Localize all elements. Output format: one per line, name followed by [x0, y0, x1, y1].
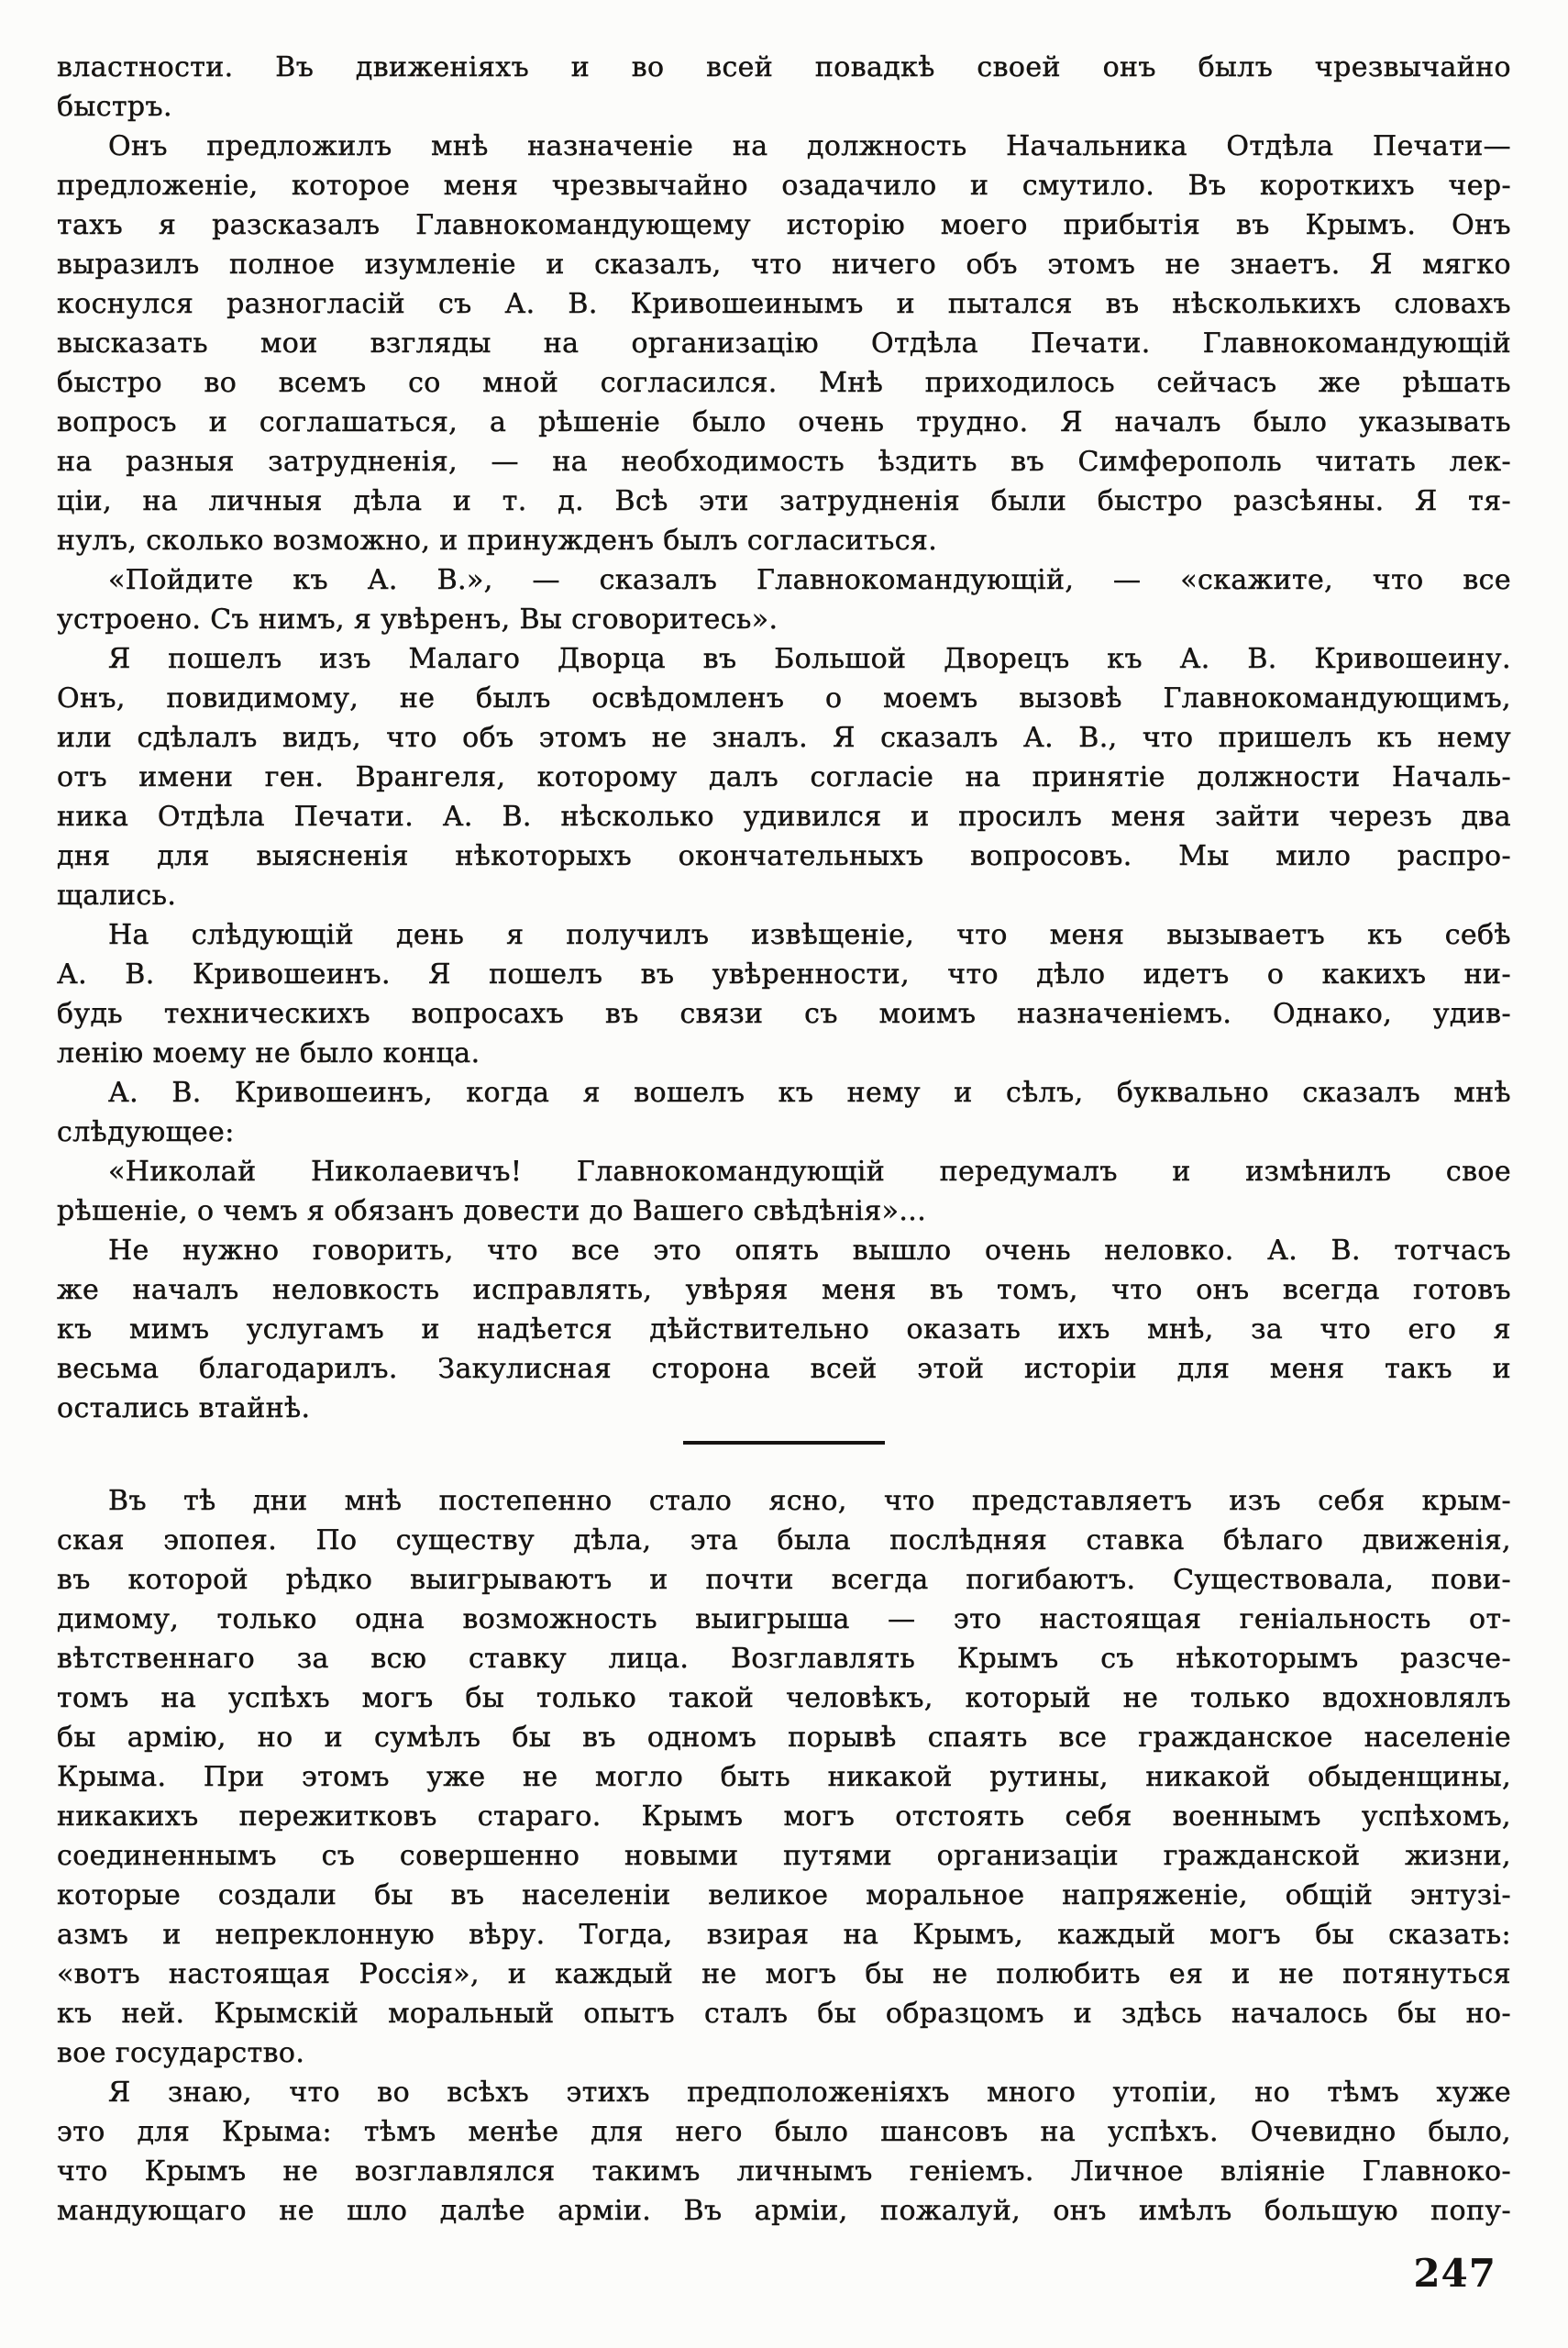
text-line: А. В. Кривошеинъ, когда я вошелъ къ нему и сѣлъ, буквально сказалъ мнѣ — [108, 1077, 1511, 1109]
paragraph — [57, 1231, 1511, 1428]
text-line: выразилъ полное изумленіе и сказалъ, что ничего объ этомъ не знаетъ. Я мягко — [57, 249, 1511, 281]
paragraph — [57, 1073, 1511, 1152]
paragraph — [57, 560, 1511, 639]
text-line: Я знаю, что во всѣхъ этихъ предположеніяхъ много утопіи, но тѣмъ хуже — [108, 2077, 1511, 2109]
text-line: ленію моему не было конца. — [57, 1037, 480, 1069]
text-line: Онъ, повидимому, не былъ освѣдомленъ о моемъ вызовѣ Главнокомандующимъ, — [57, 682, 1511, 714]
paragraph — [57, 1152, 1511, 1231]
text-line: въ которой рѣдко выигрываютъ и почти всегда погибаютъ. Существовала, пови- — [57, 1564, 1511, 1596]
text-line: будь техническихъ вопросахъ въ связи съ моимъ назначеніемъ. Однако, удив- — [57, 998, 1511, 1030]
text-line: На слѣдующій день я получилъ извѣщеніе, что меня вызываетъ къ себѣ — [108, 919, 1511, 951]
text-line: Онъ предложилъ мнѣ назначеніе на должность Начальника Отдѣла Печати— — [108, 130, 1511, 162]
paragraph — [57, 639, 1511, 915]
paragraph — [57, 127, 1511, 560]
text-line: мандующаго не шло далѣе арміи. Въ арміи, пожалуй, онъ имѣлъ большую попу- — [57, 2195, 1511, 2227]
text-line: томъ на успѣхъ могъ бы только такой человѣкъ, который не только вдохновлялъ — [57, 1682, 1511, 1714]
text-line: коснулся разногласій съ А. В. Кривошеинымъ и пытался въ нѣсколькихъ словахъ — [57, 288, 1511, 320]
text-line: ская эпопея. По существу дѣла, эта была послѣдняя ставка бѣлаго движенія, — [57, 1524, 1511, 1556]
text-line: устроено. Съ нимъ, я увѣренъ, Вы сговоритесь». — [57, 604, 778, 636]
text-line: «вотъ настоящая Россія», и каждый не могъ бы не полюбить ея и не потянуться — [57, 1958, 1511, 1990]
text-line: къ ней. Крымскій моральный опытъ сталъ бы образцомъ и здѣсь началось бы но- — [57, 1998, 1511, 2030]
text-line: вѣтственнаго за всю ставку лица. Возглавлять Крымъ съ нѣкоторымъ разсче- — [57, 1643, 1511, 1675]
text-line: ника Отдѣла Печати. А. В. нѣсколько удивился и просилъ меня зайти черезъ два — [57, 801, 1511, 833]
text-line: властности. Въ движеніяхъ и во всей повадкѣ своей онъ былъ чрезвычайно — [57, 51, 1511, 83]
page-text — [57, 48, 1511, 2231]
text-line: щались. — [57, 880, 177, 912]
text-line: А. В. Кривошеинъ. Я пошелъ въ увѣренности, что дѣло идетъ о какихъ ни- — [57, 958, 1511, 991]
text-line: отъ имени ген. Врангеля, которому далъ согласіе на принятіе должности Началь- — [57, 761, 1511, 793]
text-line: быстръ. — [57, 91, 172, 123]
text-line: на разныя затрудненія, — на необходимость ѣздить въ Симферополь читать лек- — [57, 446, 1511, 478]
text-line: предложеніе, которое меня чрезвычайно озадачило и смутило. Въ короткихъ чер- — [57, 170, 1511, 202]
text-line: соединеннымъ съ совершенно новыми путями организаціи гражданской жизни, — [57, 1840, 1511, 1872]
section-divider-rule — [683, 1441, 885, 1445]
text-line: тахъ я разсказалъ Главнокомандующему исторію моего прибытія въ Крымъ. Онъ — [57, 209, 1511, 241]
page-number: 247 — [1413, 2251, 1496, 2296]
text-line: никакихъ пережитковъ стараго. Крымъ могъ отстоять себя военнымъ успѣхомъ, — [57, 1800, 1511, 1833]
text-line: къ мимъ услугамъ и надѣется дѣйствительно оказать ихъ мнѣ, за что его я — [57, 1313, 1511, 1346]
text-line: Крыма. При этомъ уже не могло быть никакой рутины, никакой обыденщины, — [57, 1761, 1511, 1793]
text-line: весьма благодарилъ. Закулисная сторона всей этой исторіи для меня такъ и — [57, 1353, 1511, 1385]
text-line: димому, только одна возможность выигрыша — это настоящая геніальность от- — [57, 1603, 1511, 1635]
text-line: что Крымъ не возглавлялся такимъ личнымъ геніемъ. Личное вліяніе Главноко- — [57, 2155, 1511, 2187]
text-line: Не нужно говорить, что все это опять вышло очень неловко. А. В. тотчасъ — [108, 1235, 1511, 1267]
text-line: бы армію, но и сумѣлъ бы въ одномъ порывѣ спаять все гражданское населеніе — [57, 1722, 1511, 1754]
text-line: же началъ неловкость исправлять, увѣряя меня въ томъ, что онъ всегда готовъ — [57, 1274, 1511, 1306]
text-line: быстро во всемъ со мной согласился. Мнѣ приходилось сейчасъ же рѣшать — [57, 367, 1511, 399]
text-line: вопросъ и соглашаться, а рѣшеніе было очень трудно. Я началъ было указывать — [57, 406, 1511, 438]
text-line: ціи, на личныя дѣла и т. д. Всѣ эти затрудненія были быстро разсѣяны. Я тя- — [57, 485, 1511, 517]
text-line: вое государство. — [57, 2037, 305, 2069]
paragraph — [57, 48, 1511, 127]
text-line: «Пойдите къ А. В.», — сказалъ Главнокомандующій, — «скажите, что все — [108, 564, 1511, 596]
text-line: нулъ, сколько возможно, и принужденъ былъ согласиться. — [57, 525, 938, 557]
text-line: высказать мои взгляды на организацію Отдѣла Печати. Главнокомандующій — [57, 327, 1511, 360]
text-line: остались втайнѣ. — [57, 1392, 311, 1424]
text-line: Въ тѣ дни мнѣ постепенно стало ясно, что представляетъ изъ себя крым- — [108, 1485, 1511, 1517]
text-line: азмъ и непреклонную вѣру. Тогда, взирая на Крымъ, каждый могъ бы сказать: — [57, 1919, 1511, 1951]
text-line: которые создали бы въ населеніи великое моральное напряженіе, общій энтузі- — [57, 1879, 1511, 1911]
text-line: или сдѣлалъ видъ, что объ этомъ не зналъ. Я сказалъ А. В., что пришелъ къ нему — [57, 722, 1511, 754]
text-line: Я пошелъ изъ Малаго Дворца въ Большой Дворецъ къ А. В. Кривошеину. — [108, 643, 1511, 675]
text-line: «Николай Николаевичъ! Главнокомандующій передумалъ и измѣнилъ свое — [108, 1156, 1511, 1188]
paragraph — [57, 915, 1511, 1073]
paragraph — [57, 2073, 1511, 2231]
text-line: рѣшеніе, о чемъ я обязанъ довести до Вашего свѣдѣнія»... — [57, 1195, 927, 1227]
text-line: дня для выясненія нѣкоторыхъ окончательныхъ вопросовъ. Мы мило распро- — [57, 840, 1511, 872]
text-line: это для Крыма: тѣмъ менѣе для него было шансовъ на успѣхъ. Очевидно было, — [57, 2116, 1511, 2148]
text-line: слѣдующее: — [57, 1116, 235, 1148]
paragraph — [57, 1481, 1511, 2073]
